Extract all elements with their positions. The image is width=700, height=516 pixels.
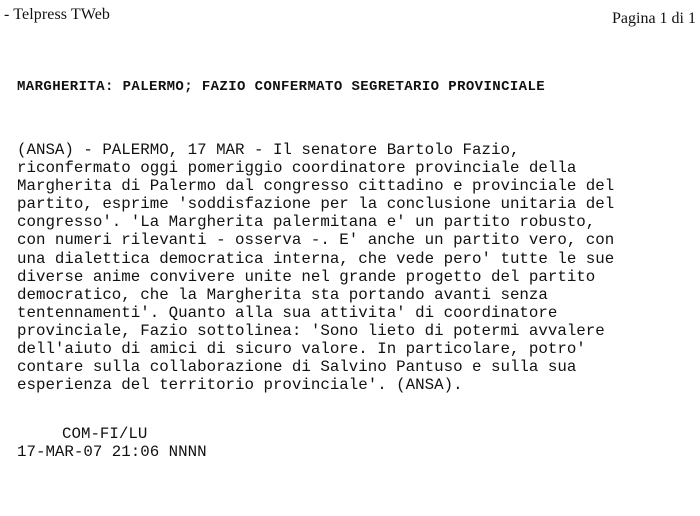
source-label: - Telpress TWeb [4,6,111,23]
article-headline: MARGHERITA: PALERMO; FAZIO CONFERMATO SEGRETARIO PROVINCIALE [17,79,546,95]
article-body [17,141,614,394]
body-line: dell'aiuto di amici di sicuro valore. In particolare, potro' [17,340,586,359]
body-line: democratico, che la Margherita sta portando avanti senza [17,285,548,304]
body-line: provinciale, Fazio sottolinea: 'Sono lieto di potermi avvalere [17,321,605,340]
page-indicator: Pagina 1 di 1 [612,10,696,27]
body-line: diverse anime convivere unite nel grande progetto del partito [17,267,596,286]
body-line: con numeri rilevanti - osserva -. E' anche un partito vero, con [17,231,615,250]
sign-off-code: COM-FI/LU [62,425,148,443]
body-line: una dialettica democratica interna, che vede pero' tutte le sue [17,249,615,268]
body-line: partito, esprime 'soddisfazione per la conclusione unitaria del [17,195,615,214]
body-line: riconfermato oggi pomeriggio coordinatore provinciale della [17,159,577,178]
body-line: (ANSA) - PALERMO, 17 MAR - Il senatore Bartolo Fazio, [17,141,520,159]
dateline: 17-MAR-07 21:06 NNNN [17,443,207,461]
body-line: congresso'. 'La Margherita palermitana e' un partito robusto, [17,213,596,232]
body-line: tentennamenti'. Quanto alla sua attivita' di coordinatore [17,303,558,322]
body-line: esperienza del territorio provinciale'. (ANSA). [17,376,463,395]
body-line: contare sulla collaborazione di Salvino Pantuso e sulla sua [17,358,577,377]
body-line: Margherita di Palermo dal congresso cittadino e provinciale del [17,177,615,196]
